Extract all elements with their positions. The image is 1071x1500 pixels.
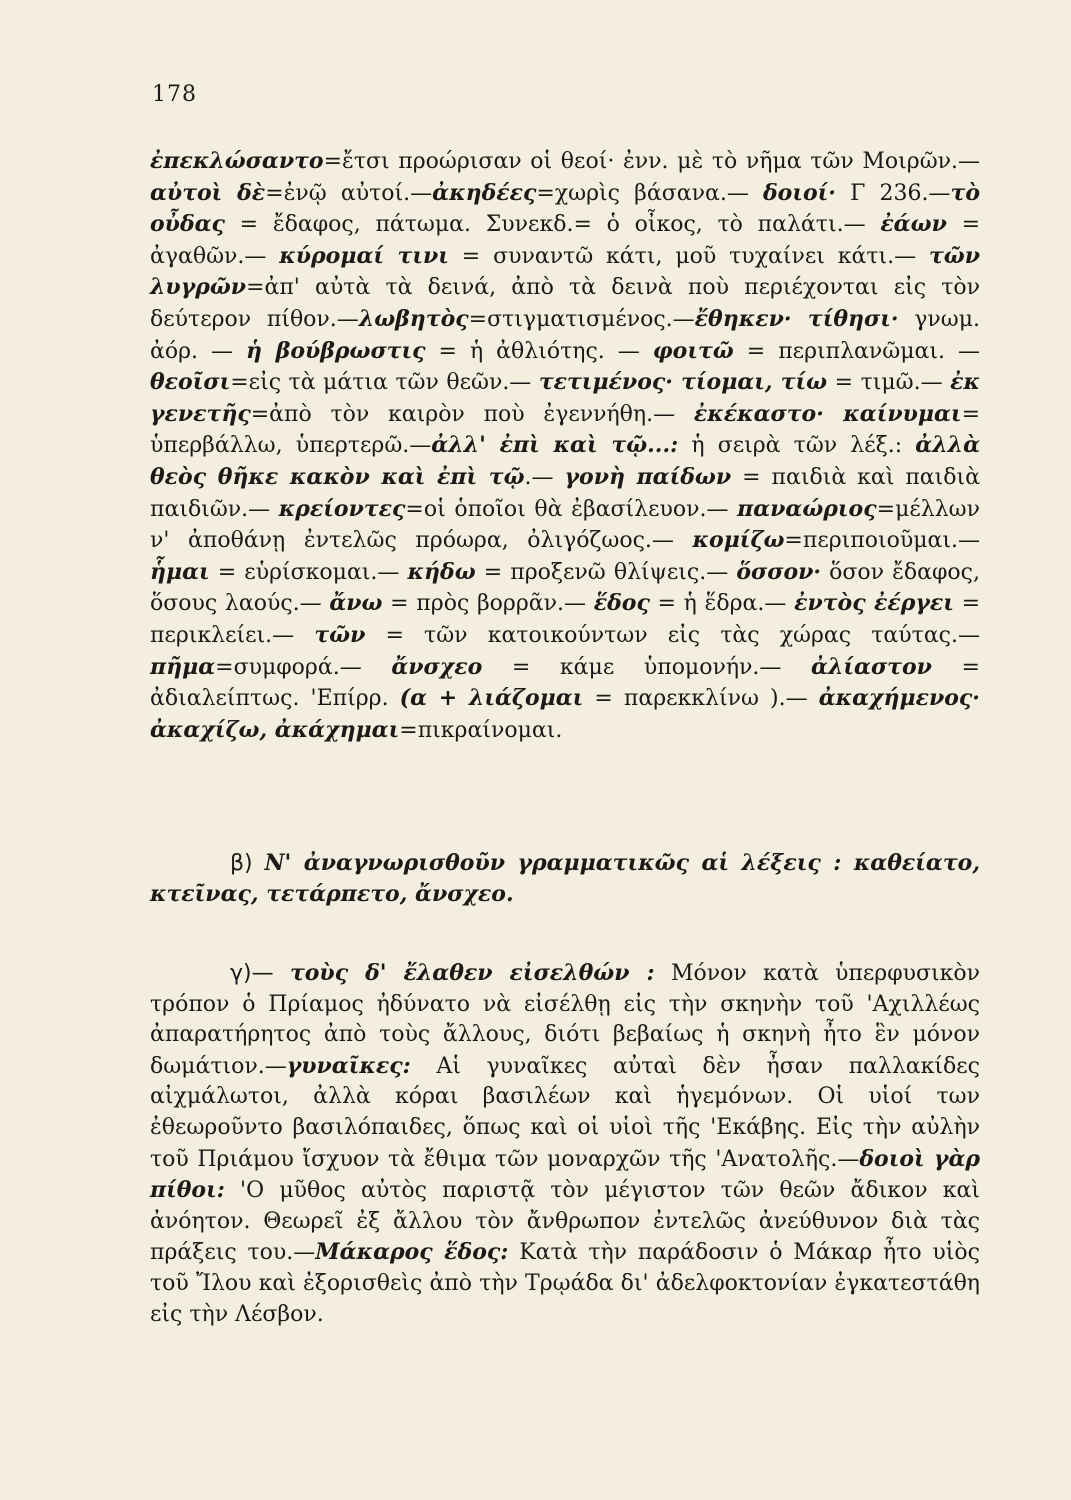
glossary-term: ἔθηκεν· τίθησι· <box>694 305 899 332</box>
glossary-definition: =εἰς τὰ μάτια τῶν θεῶν.— <box>230 370 539 396</box>
section_g.runs-term: τοὺς δ' ἔλαθεν εἰσελθών : <box>289 960 655 986</box>
glossary-definition: γνωμ. ἀόρ. — <box>150 306 981 364</box>
glossary-definition: = ἡ ἕδρα.— <box>649 591 795 617</box>
glossary-definition: = πρὸς βορρᾶν.— <box>382 591 594 617</box>
glossary-definition: =συμφορά.— <box>215 654 392 680</box>
glossary-definition: = περιπλανῶμαι. — <box>733 338 980 364</box>
glossary-term: τῶν λυγρῶν <box>150 242 980 301</box>
glossary-definition: = τῶν κατοικούντων εἰς τὰς χώρας ταύτας.— <box>365 622 980 648</box>
glossary-term: ἡ βούβρωστις <box>246 337 426 364</box>
glossary-term: ἀκηδέες <box>432 179 537 206</box>
glossary-term: γονὴ παίδων <box>564 463 732 490</box>
section_g.runs-definition: Αἱ γυναῖκες αὐταὶ δὲν ἦσαν παλλακίδες αἰχμάλωτοι, ἀλλὰ κόραι βασιλέων καὶ ἡγεμόνων. Οἱ υἱοί των ἐθεωροῦντο βασιλόπαιδες, ὅπως καὶ οἱ υἱοὶ τῆς 'Εκάβης. Εἰς τὴν αὐλὴν τοῦ Πριάμου ἴσχυον τὰ ἔθιμα τῶν μοναρχῶν τῆς 'Ανατολῆς.— <box>150 1053 980 1172</box>
glossary-term: τετιμένος· τίομαι, τίω <box>538 369 828 396</box>
glossary-definition: =οἱ ὁποῖοι θὰ ἐβασίλευον.— <box>405 496 738 522</box>
glossary-definition: = ἔδαφος, πάτωμα. Συνεκδ.= ὁ οἶκος, τὸ παλάτι.— <box>224 212 881 238</box>
glossary-definition: Γ 236.— <box>835 180 951 206</box>
glossary-definition: = ὑπερβάλλω, ὑπερτερῶ.— <box>150 401 981 459</box>
glossary-term: δοιοί· <box>762 179 836 206</box>
glossary-term: τὸ οὖδας <box>150 179 980 238</box>
glossary-definition: .— <box>524 464 565 490</box>
glossary-term: ἐπεκλώσαντο <box>150 148 324 174</box>
glossary-term: ἀλλὰ θεὸς θῆκε κακὸν καὶ ἐπὶ τῷ <box>150 432 980 490</box>
glossary-definition: ὅσον ἔδαφος, ὅσους λαούς.— <box>150 559 980 617</box>
section_g.runs-term: γυναῖκες: <box>286 1052 411 1079</box>
section_g.runs-term: δοιοὶ γὰρ πίθοι: <box>150 1145 981 1204</box>
glossary-term: κρείοντες <box>278 495 406 522</box>
section_g.runs-term: Μάκαρος ἕδος: <box>315 1239 509 1266</box>
glossary-definition: =στιγματισμένος.— <box>468 306 695 332</box>
glossary-definition: = εὑρίσκομαι.— <box>209 559 408 585</box>
glossary-definition: =περιποιοῦμαι.— <box>784 528 980 554</box>
glossary-definition: = περικλείει.— <box>150 591 981 648</box>
glossary-term: ἀλλ' ἐπὶ καὶ τῷ...: <box>431 432 679 459</box>
glossary-definition: = συναντῶ κάτι, μοῦ τυχαίνει κάτι.— <box>448 243 929 269</box>
glossary-term: ἐκ γενετῆς <box>150 369 980 427</box>
glossary-term: ἧμαι <box>150 558 210 585</box>
glossary-term: ὅσσον· <box>736 558 822 585</box>
glossary-term: ἕδος <box>593 590 650 617</box>
glossary-definition: =ἔτσι προώρισαν οἱ θεοί· ἐνν. μὲ τὸ νῆμα τῶν Μοιρῶν.— <box>323 149 980 174</box>
glossary-term: παναώριος <box>737 495 877 522</box>
glossary-term: ἐάων <box>880 211 947 238</box>
glossary-term: ἄνσχεο <box>391 653 483 680</box>
section_g.runs-definition: 'Ο μῦθος αὐτὸς παριστᾷ τὸν μέγιστον τῶν θεῶν ἄδικον καὶ ἀνόητον. Θεωρεῖ ἐξ ἄλλου τὸν ἄνθρωπον ἐντελῶς ἀνεύθυνον διὰ τὰς πράξεις του.— <box>150 1178 980 1266</box>
glossary-definition: =ἀπ' αὐτὰ τὰ δεινά, ἀπὸ τὰ δεινὰ ποὺ περιέχονται εἰς τὸν δεύτερον πίθον.— <box>150 275 980 332</box>
glossary-term: κήδω <box>407 558 476 585</box>
glossary-term: κομίζω <box>692 527 785 554</box>
glossary-definition: = ἀδιαλείπτως. 'Επίρρ. <box>150 654 980 712</box>
glossary-definition: = παρεκκλίνω ).— <box>583 686 819 712</box>
glossary-definition: ἡ σειρὰ τῶν λέξ.: <box>678 433 916 459</box>
glossary-definition: = ἀγαθῶν.— <box>150 212 980 269</box>
glossary-definition: = προξενῶ θλίψεις.— <box>475 559 737 585</box>
page-number: 178 <box>152 82 197 107</box>
glossary-definition: = ἡ ἀθλιότης. — <box>425 338 653 364</box>
section-b-label: β) <box>230 851 265 876</box>
section_g.runs-definition: Κατὰ τὴν παράδοσιν ὁ Μάκαρ ἦτο υἱὸς τοῦ Ἴλου καὶ ἐξορισθεὶς ἀπὸ τὴν Τρῳάδα δι' ἀδελφοκτονίαν ἐγκατεστάθη εἰς τὴν Λέσβον. <box>150 1240 980 1327</box>
glossary-term: φοιτῶ <box>652 337 734 364</box>
section-b-exercise <box>150 848 980 910</box>
glossary-term: ἄνω <box>329 590 383 617</box>
glossary-definition: =πικραίνομαι. <box>399 717 563 743</box>
glossary-term: λωβητὸς <box>358 305 469 332</box>
glossary-term: ἀλίαστον <box>811 653 932 680</box>
glossary-definition: = κάμε ὑπομονήν.— <box>482 654 812 680</box>
glossary-definition: = τιμῶ.— <box>827 370 951 396</box>
glossary-term: κύρομαί τινι <box>279 242 449 269</box>
section-g-label: γ)— <box>230 961 274 986</box>
glossary-definition: =μέλλων ν' ἀποθάνῃ ἐντελῶς πρόωρα, ὀλιγόζωος.— <box>150 496 980 554</box>
glossary-term: αὐτοὶ δὲ <box>150 179 266 206</box>
glossary-term: τῶν <box>314 621 366 648</box>
glossary-term: ἐκέκαστο· καίνυμαι <box>693 400 962 427</box>
glossary-term: ἀκαχήμενος· ἀκαχίζω, ἀκάχημαι <box>150 685 980 743</box>
glossary-notes <box>150 146 980 746</box>
glossary-term: (α + λιάζομαι <box>399 685 584 712</box>
section-g-commentary <box>150 958 980 1330</box>
glossary-definition: =ἐνῷ αὐτοί.— <box>265 180 433 206</box>
glossary-definition: =χωρὶς βάσανα.— <box>536 180 763 206</box>
section_g.runs-definition: Μόνον κατὰ ὑπερφυσικὸν τρόπον ὁ Πρίαμος ἠδύνατο νὰ εἰσέλθῃ εἰς τὴν σκηνὴν τοῦ 'Αχιλλέως ἀπαρατήρητος ἀπὸ τοὺς ἄλλους, διότι βεβαίως ἡ σκηνὴ ἦτο ἓν μόνον δωμάτιον.— <box>150 961 980 1079</box>
glossary-paragraph <box>150 146 980 746</box>
glossary-definition: = παιδιὰ καὶ παιδιὰ παιδιῶν.— <box>150 464 980 522</box>
glossary-definition: =ἀπὸ τὸν καιρὸν ποὺ ἐγεννήθη.— <box>250 401 694 427</box>
section-b-text: Ν' ἀναγνωρισθοῦν γραμματικῶς αἱ λέξεις : καθείατο, κτεῖνας, τετάρπετο, ἄνσχεο. <box>150 850 980 907</box>
glossary-term: πῆμα <box>150 653 216 680</box>
glossary-term: ἐντὸς ἐέργει <box>794 590 954 617</box>
glossary-term: θεοῖσι <box>150 369 231 396</box>
